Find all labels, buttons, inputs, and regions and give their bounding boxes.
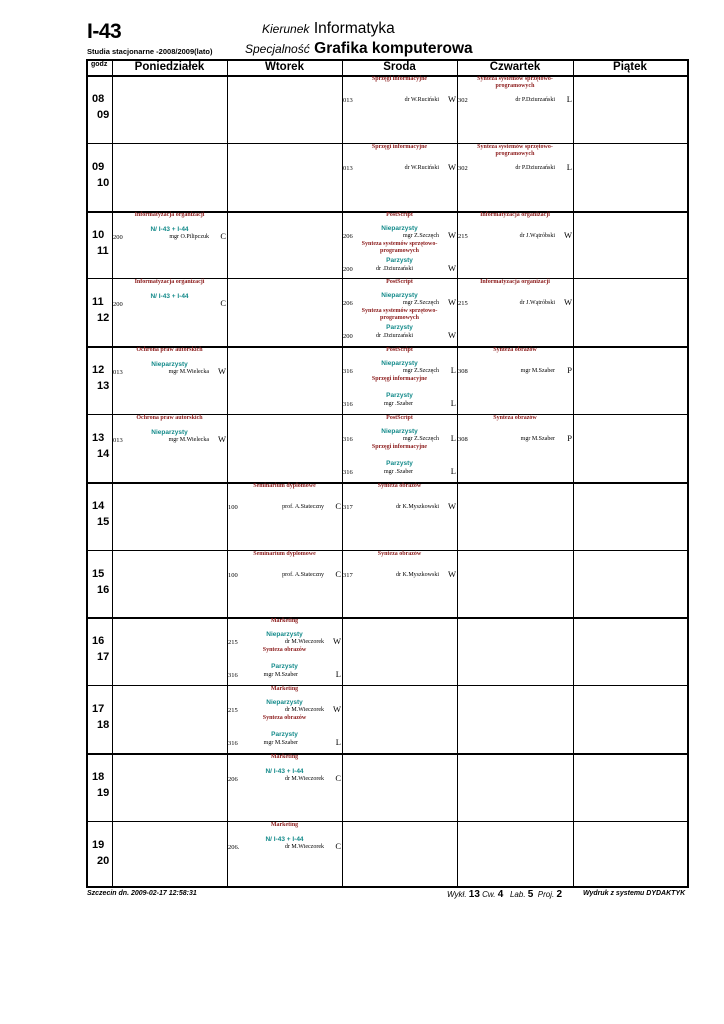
room-number: 200	[113, 233, 123, 241]
teacher-name: mgr O.Pilipczuk	[169, 233, 209, 240]
room-number: 100	[228, 571, 238, 579]
lab-label: Lab.	[509, 890, 526, 899]
kierunek-line	[262, 20, 395, 38]
timetable-grid	[86, 59, 689, 888]
group-label: Nieparzysty	[266, 631, 303, 639]
room-number: 206	[228, 776, 238, 783]
hours-summary	[447, 889, 562, 900]
class-entry[interactable]	[457, 346, 573, 414]
room-number: 215	[458, 300, 468, 308]
group-label-2: Parzysty	[386, 324, 413, 332]
class-type: P	[567, 433, 572, 443]
group-label: Nieparzysty	[151, 429, 188, 436]
teacher-name: mgr Z.Szczęch	[403, 368, 439, 375]
room-number: 206.	[228, 843, 240, 851]
group-label-2: Parzysty	[386, 392, 413, 400]
room-number-2: 316	[343, 401, 353, 409]
class-entry[interactable]	[457, 278, 573, 346]
teacher-name: dr M.Wieczorek	[284, 843, 324, 850]
subject-name: PostScript	[386, 211, 413, 218]
hour-end: 17	[97, 651, 110, 664]
teacher-name: prof. A.Stateczny	[282, 571, 324, 578]
subject-name: Sprzęgi informacyjne	[371, 76, 428, 82]
hour-end: 11	[97, 244, 109, 257]
subject-name: Sprzęgi informacyjne	[371, 143, 428, 150]
hour-start: 15	[92, 567, 105, 580]
kierunek-value: Informatyka	[313, 20, 395, 37]
teacher-name: dr P.Dziurzański	[515, 164, 555, 171]
teacher-name-2: mgr .Szaber	[384, 469, 413, 475]
room-number-2: 316	[228, 740, 238, 748]
subject-name-2: Sprzęgi informacyjne	[371, 444, 428, 450]
class-entry[interactable]	[112, 346, 227, 414]
class-type: W	[447, 94, 456, 104]
print-date: Szczecin dn. 2009-02-17 12:58:31	[87, 890, 197, 897]
class-type-2: L	[450, 466, 456, 476]
class-type: P	[567, 365, 572, 376]
group-label: N/ I-43 + I-44	[265, 768, 304, 775]
subject-name: Synteza obrazów	[493, 415, 537, 421]
teacher-name: mgr Z.Szczęch	[403, 300, 439, 307]
subject-name: Seminarium dyplomowe	[253, 550, 316, 557]
room-number: 206	[343, 300, 353, 308]
teacher-name: dr M.Wieczorek	[284, 639, 324, 646]
room-number: 215	[228, 707, 238, 715]
day-header: Poniedziałek	[134, 61, 205, 73]
hour-end: 09	[97, 109, 110, 121]
class-entry[interactable]	[457, 75, 573, 143]
class-entry[interactable]	[342, 550, 457, 618]
wykl-count: 13	[468, 889, 480, 900]
teacher-name-2: mgr M.Szaber	[263, 672, 298, 679]
row-divider	[88, 617, 687, 619]
room-number-2: 316	[343, 469, 353, 476]
hour-end: 13	[97, 380, 110, 393]
row-divider	[88, 753, 687, 755]
group-label: N/ I-43 + I-44	[265, 835, 304, 843]
room-number: 215	[228, 639, 238, 647]
proj-label: Proj.	[537, 890, 555, 899]
class-type: L	[450, 365, 456, 376]
class-entry[interactable]	[342, 143, 457, 211]
hour-start: 08	[92, 93, 105, 105]
specjalnosc-value: Grafika komputerowa	[314, 40, 473, 57]
group-label: Nieparzysty	[381, 292, 418, 300]
subject-name: Synteza systemów sprzętowo-programowych	[477, 76, 553, 89]
subject-name: Informatyzacja organizacji	[480, 211, 550, 218]
subject-name: PostScript	[386, 347, 413, 354]
class-type: W	[563, 229, 572, 240]
subject-name: Informatyzacja organizacji	[134, 211, 205, 218]
class-type-2: L	[335, 737, 341, 748]
class-type: L	[450, 433, 456, 443]
room-number: 013	[113, 369, 123, 377]
room-number: 215	[458, 232, 468, 240]
class-entry[interactable]	[112, 414, 227, 482]
group-label: Nieparzysty	[151, 361, 188, 369]
group-label: Nieparzysty	[381, 224, 418, 232]
teacher-name: prof. A.Stateczny	[282, 503, 324, 510]
class-entry[interactable]	[227, 482, 342, 550]
class-type-2: W	[447, 330, 456, 341]
teacher-name-2: dr .Dziurzański	[376, 333, 413, 340]
hour-end: 10	[97, 176, 110, 189]
cw-count: 4	[497, 889, 504, 900]
room-number: 308	[458, 368, 468, 376]
group-label-2: Parzysty	[386, 460, 413, 467]
hour-end: 12	[97, 312, 110, 325]
class-type: W	[563, 297, 572, 308]
subject-name-2: Sprzęgi informacyjne	[371, 376, 428, 383]
subject-name: Seminarium dyplomowe	[253, 482, 316, 489]
subject-name-2: Synteza systemów sprzętowo-programowych	[361, 240, 438, 254]
class-entry[interactable]	[457, 414, 573, 482]
cw-label: Cw.	[482, 890, 496, 899]
hour-start: 11	[92, 296, 104, 309]
hour-start: 18	[92, 771, 105, 783]
group-label: Nieparzysty	[381, 360, 418, 368]
class-entry[interactable]	[227, 550, 342, 618]
room-number: 013	[113, 437, 123, 444]
group-label-2: Parzysty	[271, 731, 298, 739]
room-number: 317	[343, 503, 353, 511]
subject-name: Ochrona praw autorskich	[136, 415, 203, 421]
class-entry[interactable]	[457, 143, 573, 211]
class-entry[interactable]	[342, 278, 457, 346]
class-entry[interactable]	[342, 414, 457, 482]
teacher-name: dr W.Ruciński	[404, 97, 439, 103]
class-type: W	[447, 568, 456, 579]
room-number: 308	[458, 436, 468, 443]
room-number: 302	[458, 97, 468, 104]
room-number: 317	[343, 571, 353, 579]
room-number: 316	[343, 436, 353, 443]
subject-name: Marketing	[270, 618, 299, 625]
class-entry[interactable]	[227, 617, 342, 685]
teacher-name: dr P.Dziurzański	[515, 97, 555, 103]
class-entry[interactable]	[342, 75, 457, 143]
teacher-name-2: mgr M.Szaber	[263, 740, 298, 747]
row-divider	[88, 821, 687, 822]
lab-count: 5	[527, 889, 534, 900]
proj-count: 2	[556, 889, 563, 900]
room-number: 316	[343, 368, 353, 376]
class-entry[interactable]	[112, 211, 227, 279]
day-header: Środa	[383, 61, 416, 73]
specjalnosc-line	[245, 40, 473, 58]
hour-end: 20	[97, 854, 110, 867]
room-number: 206	[343, 232, 353, 240]
hour-end: 14	[97, 448, 110, 460]
teacher-name-2: dr .Dziurzański	[376, 265, 413, 272]
subject-name: Synteza obrazów	[493, 347, 537, 354]
room-number: 200	[113, 301, 123, 309]
hour-start: 12	[92, 364, 105, 377]
hour-end: 15	[97, 515, 110, 528]
teacher-name: mgr M.Szaber	[520, 436, 555, 442]
room-number: 100	[228, 503, 238, 511]
group-code: I-43	[87, 20, 122, 43]
group-label: Nieparzysty	[381, 428, 418, 435]
studies-info: Studia stacjonarne -2008/2009(lato)	[87, 47, 213, 56]
room-number-2: 200	[343, 265, 353, 273]
subject-name: Informatyzacja organizacji	[134, 279, 205, 286]
group-label-2: Parzysty	[271, 663, 298, 671]
hour-start: 09	[92, 160, 105, 173]
class-type: C	[220, 298, 226, 309]
room-number: 013	[343, 97, 353, 104]
teacher-name: mgr M.Wielecka	[168, 437, 209, 443]
subject-name-2: Synteza obrazów	[262, 715, 307, 722]
class-entry[interactable]	[457, 211, 573, 279]
hour-start: 13	[92, 432, 105, 444]
class-type: C	[335, 840, 341, 851]
hour-end: 19	[97, 787, 110, 799]
class-entry[interactable]	[227, 753, 342, 821]
group-label: N/ I-43 + I-44	[150, 225, 189, 233]
class-type: C	[335, 500, 341, 511]
class-entry[interactable]	[342, 211, 457, 279]
room-number-2: 316	[228, 672, 238, 680]
group-label: Nieparzysty	[266, 699, 303, 707]
teacher-name: dr J.Wątróbski	[519, 232, 555, 239]
hour-start: 14	[92, 499, 105, 512]
day-header: Wtorek	[265, 61, 304, 73]
subject-name: Marketing	[270, 821, 299, 828]
subject-name: PostScript	[386, 415, 413, 421]
hour-end: 18	[97, 719, 110, 732]
class-entry[interactable]	[342, 346, 457, 414]
subject-name: Marketing	[270, 754, 299, 760]
class-type: W	[447, 161, 456, 172]
kierunek-label: Kierunek	[262, 22, 310, 36]
class-type: W	[447, 297, 456, 308]
class-type: W	[332, 704, 341, 715]
subject-name: Synteza systemów sprzętowo-programowych	[477, 143, 553, 157]
class-type: W	[332, 636, 341, 647]
group-label-2: Parzysty	[386, 256, 413, 264]
column-divider	[573, 61, 574, 886]
subject-name: Synteza obrazów	[377, 482, 422, 489]
teacher-name: mgr Z.Szczęch	[403, 232, 439, 239]
day-header: Piątek	[613, 61, 647, 73]
teacher-name: dr M.Wieczorek	[284, 776, 324, 782]
teacher-name: mgr Z.Szczęch	[403, 436, 439, 442]
class-entry[interactable]	[227, 821, 342, 889]
subject-name: Informatyzacja organizacji	[480, 279, 550, 286]
class-entry[interactable]	[342, 482, 457, 550]
class-type: W	[447, 229, 456, 240]
godz-label: godz	[91, 61, 108, 68]
class-type: W	[217, 366, 226, 377]
system-source: Wydruk z systemu DYDAKTYK	[583, 890, 686, 897]
subject-name: Marketing	[270, 686, 299, 693]
row-divider	[88, 685, 687, 686]
room-number: 013	[343, 164, 353, 172]
wykl-label: Wykł.	[447, 890, 467, 899]
subject-name: PostScript	[386, 279, 413, 286]
class-type: W	[447, 500, 456, 511]
hour-start: 17	[92, 703, 105, 716]
class-type: W	[217, 434, 226, 444]
teacher-name: mgr M.Szaber	[520, 368, 555, 375]
class-type: C	[335, 568, 341, 579]
class-type: C	[335, 773, 341, 783]
class-entry[interactable]	[112, 278, 227, 346]
class-type-2: L	[450, 398, 456, 409]
class-type: C	[220, 230, 226, 241]
teacher-name: dr K.Myszkowski	[396, 503, 439, 510]
teacher-name: dr J.Wątróbski	[519, 300, 555, 307]
hour-start: 16	[92, 635, 105, 648]
class-type: L	[566, 94, 572, 104]
hour-start: 19	[92, 838, 105, 851]
subject-name-2: Synteza systemów sprzętowo-programowych	[361, 308, 438, 322]
teacher-name: mgr M.Wielecka	[168, 369, 209, 376]
hour-start: 10	[92, 228, 105, 241]
class-type-2: W	[447, 262, 456, 273]
teacher-name: dr M.Wieczorek	[284, 707, 324, 714]
room-number: 302	[458, 164, 468, 172]
day-header: Czwartek	[489, 61, 541, 73]
class-entry[interactable]	[227, 685, 342, 753]
subject-name-2: Synteza obrazów	[262, 647, 307, 654]
class-type-2: L	[335, 669, 341, 680]
subject-name: Synteza obrazów	[377, 550, 422, 557]
specjalnosc-label: Specjalność	[245, 42, 310, 56]
teacher-name-2: mgr .Szaber	[384, 401, 413, 408]
teacher-name: dr K.Myszkowski	[396, 571, 439, 578]
group-label: N/ I-43 + I-44	[150, 293, 189, 301]
teacher-name: dr W.Ruciński	[404, 164, 439, 171]
class-type: L	[566, 161, 572, 172]
subject-name: Ochrona praw autorskich	[136, 347, 203, 354]
hour-end: 16	[97, 583, 110, 596]
room-number-2: 200	[343, 333, 353, 341]
